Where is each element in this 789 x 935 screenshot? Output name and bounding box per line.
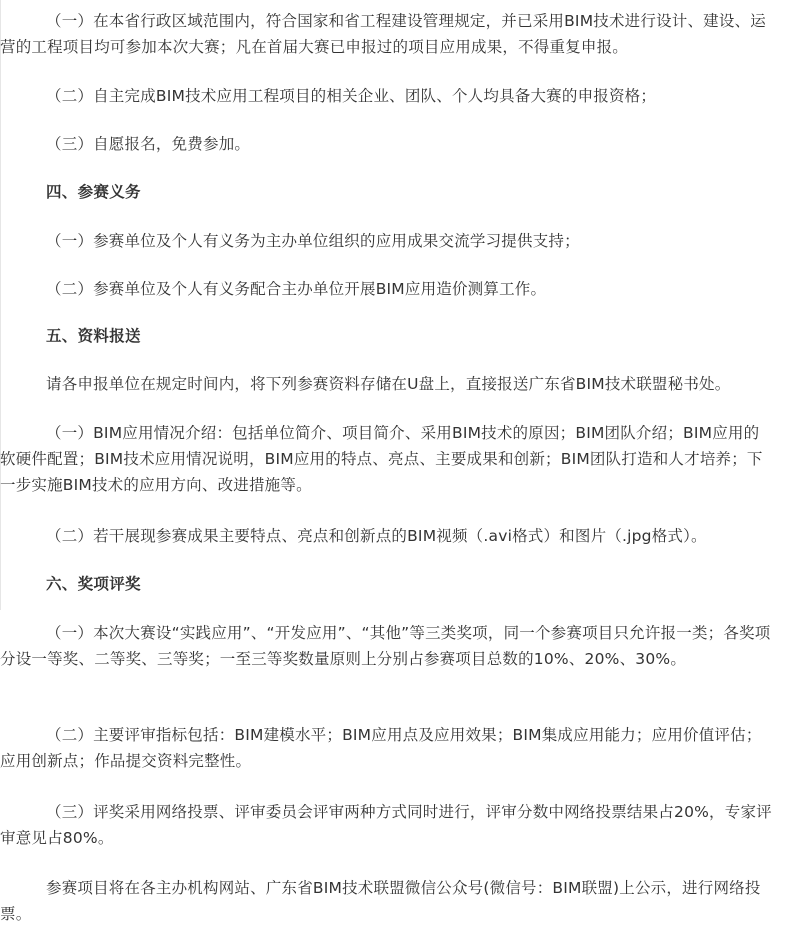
- paragraph-submission-2: （二）若干展现参赛成果主要特点、亮点和创新点的BIM视频（.avi格式）和图片（.jpg格式）。: [46, 527, 707, 545]
- paragraph-obligation-1: （一）参赛单位及个人有义务为主办单位组织的应用成果交流学习提供支持；: [46, 232, 580, 250]
- paragraph-awards-2: （二）主要评审指标包括：BIM建模水平；BIM应用点及应用效果；BIM集成应用能力；应用价值评估；应用创新点；作品提交资料完整性。: [0, 726, 762, 770]
- paragraph-obligation-2: （二）参赛单位及个人有义务配合主办单位开展BIM应用造价测算工作。: [46, 280, 547, 298]
- paragraph-submission-1: （一）BIM应用情况介绍：包括单位简介、项目简介、采用BIM技术的原因；BIM团队介绍；BIM应用的软硬件配置；BIM技术应用情况说明，BIM应用的特点、亮点、主要成果和创新；BIM团队打造和人才培养；下一步实施BIM技术的应用方向、改进措施等。: [0, 424, 763, 494]
- paragraph-eligibility-1: （一）在本省行政区域范围内，符合国家和省工程建设管理规定，并已采用BIM技术进行设计、建设、运营的工程项目均可参加本次大赛；凡在首届大赛已申报过的项目应用成果，不得重复申报。: [0, 12, 766, 56]
- paragraph-submission-intro: 请各申报单位在规定时间内，将下列参赛资料存储在U盘上，直接报送广东省BIM技术联盟秘书处。: [46, 375, 731, 393]
- paragraph-public-vote: 参赛项目将在各主办机构网站、广东省BIM技术联盟微信公众号(微信号：BIM联盟)上公示，进行网络投票。: [0, 879, 761, 923]
- paragraph-awards-3: （三）评奖采用网络投票、评审委员会评审两种方式同时进行，评审分数中网络投票结果占20%，专家评审意见占80%。: [0, 803, 772, 847]
- paragraph-awards-1: （一）本次大赛设“实践应用”、“开发应用”、“其他”等三类奖项，同一个参赛项目只允许报一类；各奖项分设一等奖、二等奖、三等奖；一至三等奖数量原则上分别占参赛项目总数的10%、20%、30%。: [0, 624, 771, 668]
- paragraph-eligibility-2: （二）自主完成BIM技术应用工程项目的相关企业、团队、个人均具备大赛的申报资格；: [46, 87, 657, 105]
- paragraph-eligibility-3: （三）自愿报名，免费参加。: [46, 135, 251, 153]
- section-heading-awards: 六、奖项评奖: [46, 575, 141, 593]
- section-heading-submission: 五、资料报送: [46, 327, 141, 345]
- section-heading-obligations: 四、参赛义务: [46, 183, 141, 201]
